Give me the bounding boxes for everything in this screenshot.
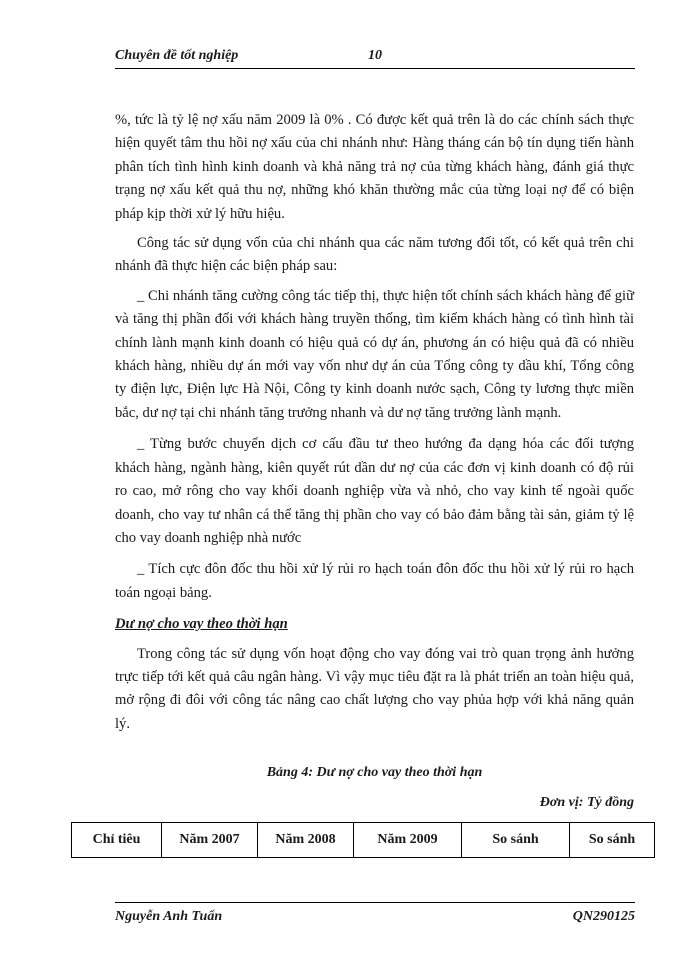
table-header-cell: So sánh bbox=[570, 823, 655, 858]
section-heading: Dư nợ cho vay theo thời hạn bbox=[115, 616, 288, 633]
table-header-cell: Chỉ tiêu bbox=[72, 823, 162, 858]
bullet-item-1: _ Chi nhánh tăng cường công tác tiếp thị, thực hiện tốt chính sách khách hàng để giữ và tăng thị phần đối với khách hàng truyền thống, tìm kiếm khách hàng có tình hình tài chính lành mạnh kinh doanh có hiệu quả có dự án, phương án có hiệu quả đã có nhiều khách hàng, nhiều dự án mới vay vốn như dự án của Tổng công ty dầu khí, Tổng công ty điện lực, Điện lực Hà Nội, Công ty kinh doanh nước sạch, Công ty lương thực miền bắc, dư nợ tại chi nhánh tăng trưởng nhanh và dư nợ tăng trưởng lành mạnh. bbox=[115, 287, 634, 421]
table-header-cell: Năm 2008 bbox=[258, 823, 354, 858]
table-unit: Đơn vị: Tỷ đồng bbox=[539, 795, 634, 810]
document-title: Chuyên đề tốt nghiệp bbox=[115, 48, 239, 63]
table-header-cell: So sánh bbox=[462, 823, 570, 858]
table-header-cell: Năm 2009 bbox=[354, 823, 462, 858]
bullet-item-3: _ Tích cực đôn đốc thu hồi xử lý rủi ro hạch toán đôn đốc thu hồi xử lý rủi ro hạch toán ngoại bảng. bbox=[115, 561, 634, 601]
page-header bbox=[115, 48, 635, 69]
bullet-item-2: _ Từng bước chuyển dịch cơ cấu đầu tư theo hướng đa dạng hóa các đối tượng khách hàng, ngành hàng, kiên quyết rút dần dư nợ của các đơn vị kinh doanh có độ rủi ro cao, mở rông cho vay khối doanh nghiệp vừa và nhỏ, cho vay kinh tế ngoài quốc doanh, cho vay tư nhân cá thể tăng thị phần cho vay có bảo đảm bằng tài sản, giảm tỷ lệ cho vay doanh nghiệp nhà nước bbox=[115, 436, 634, 546]
author-name: Nguyễn Anh Tuấn bbox=[115, 909, 223, 924]
paragraph-1: %, tức là tỷ lệ nợ xấu năm 2009 là 0% . Có được kết quả trên là do các chính sách thực hiện quyết tâm thu hồi nợ xấu của chi nhánh như: Hàng tháng cán bộ tín dụng tiến hành phân tích tình hình kinh doanh và khả năng trả nợ của từng khách hàng, đánh giá thực trạng nợ xấu kết quả thu nợ, những khó khăn thường mắc của từng loại nợ để có biện pháp kịp thời xử lý hữu hiệu. bbox=[115, 112, 634, 222]
student-code: QN290125 bbox=[572, 909, 635, 924]
page-number: 10 bbox=[368, 48, 382, 63]
table-header-row bbox=[72, 823, 655, 858]
table-title: Bảng 4: Dư nợ cho vay theo thời hạn bbox=[266, 765, 483, 780]
section-paragraph: Trong công tác sử dụng vốn hoạt động cho vay đóng vai trò quan trọng ảnh hưởng trực tiếp tới kết quả câu ngân hàng. Vì vậy mục tiêu đặt ra là phát triển an toàn hiệu quả, mở rộng đi đôi với công tác nâng cao chất lượng cho vay phủa hợp với khả năng quản lý. bbox=[115, 645, 634, 732]
loan-table bbox=[71, 822, 655, 858]
table-header-cell: Năm 2007 bbox=[162, 823, 258, 858]
page-footer bbox=[115, 902, 635, 929]
paragraph-2: Công tác sử dụng vốn của chi nhánh qua các năm tương đối tốt, có kết quả trên chi nhánh đã thực hiện các biện pháp sau: bbox=[115, 235, 634, 275]
body-text bbox=[115, 109, 634, 736]
